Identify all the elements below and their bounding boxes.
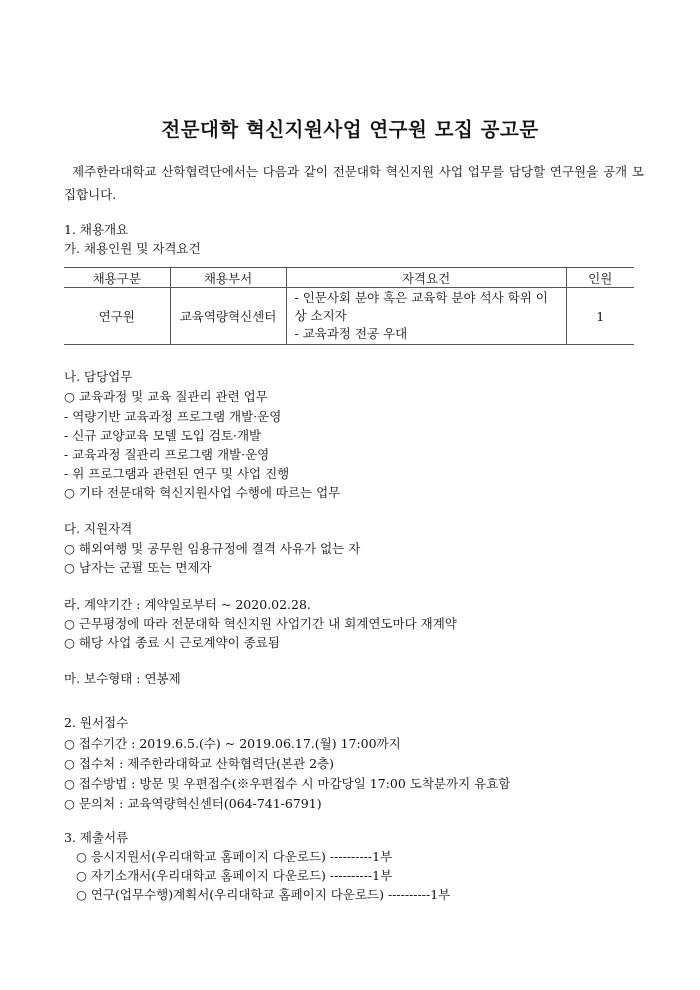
qualification-item: - 인문사회 분야 혹은 교육학 분야 석사 학위 이 상 소지자: [294, 290, 548, 323]
list-item: - 역량기반 교육과정 프로그램 개발·운영: [64, 409, 282, 424]
section-heading-documents: 3. 제출서류: [64, 830, 129, 845]
list-item: ○ 접수처 : 제주한라대학교 산학협력단(본관 2층): [64, 756, 335, 771]
table-header-cell: 채용부서: [170, 268, 286, 288]
list-item: ○ 연구(업무수행)계획서(우리대학교 홈페이지 다운로드) ----------1부: [76, 887, 451, 902]
list-item: ○ 해외여행 및 공무원 임용규정에 결격 사유가 없는 자: [64, 541, 361, 556]
section-heading-application: 2. 원서접수: [64, 715, 129, 730]
list-item: - 위 프로그램과 관련된 연구 및 사업 진행: [64, 466, 290, 481]
intro-paragraph: 제주한라대학교 산학협력단에서는 다음과 같이 전문대학 혁신지원 사업 업무를 담당할 연구원을 공개 모집합니다.: [64, 164, 644, 202]
list-item: - 신규 교양교육 모델 도입 검토·개발: [64, 428, 262, 443]
cell-headcount: 1: [566, 288, 634, 345]
list-item: ○ 해당 사업 종료 시 근로계약이 종료됨: [64, 635, 280, 650]
table-header-cell: 채용구분: [64, 268, 170, 288]
requirements-table: [64, 267, 634, 345]
cell-department: 교육역량혁신센터: [170, 288, 286, 345]
subheading-contract-period: 라. 계약기간 : 계약일로부터 ~ 2020.02.28.: [64, 597, 311, 612]
subheading-eligibility: 다. 지원자격: [64, 521, 133, 536]
table-header-row: [64, 268, 634, 288]
section-heading-recruitment-overview: 1. 채용개요: [64, 222, 129, 237]
cell-qualifications: [286, 288, 566, 345]
list-item: - 교육과정 질관리 프로그램 개발·운영: [64, 447, 270, 462]
table-row: [64, 288, 634, 345]
subheading-positions-and-requirements: 가. 채용인원 및 자격요건: [64, 241, 201, 256]
list-item: ○ 접수방법 : 방문 및 우편접수(※우편접수 시 마감당일 17:00 도착분까지 유효함: [64, 776, 511, 791]
list-item: ○ 근무평정에 따라 전문대학 혁신지원 사업기간 내 회계연도마다 재계약: [64, 616, 457, 631]
document-title: 전문대학 혁신지원사업 연구원 모집 공고문: [161, 118, 539, 141]
list-item: ○ 기타 전문대학 혁신지원사업 수행에 따르는 업무: [64, 485, 341, 500]
subheading-duties: 나. 담당업무: [64, 369, 133, 384]
subheading-pay-type: 마. 보수형태 : 연봉제: [64, 671, 181, 686]
list-item: ○ 응시지원서(우리대학교 홈페이지 다운로드) ----------1부: [76, 849, 393, 864]
cell-category: 연구원: [64, 288, 170, 345]
list-item: ○ 문의처 : 교육역량혁신센터(064-741-6791): [64, 796, 322, 811]
list-item: ○ 교육과정 및 교육 질관리 관련 업무: [64, 389, 268, 404]
list-item: ○ 남자는 군필 또는 면제자: [64, 560, 212, 575]
list-item: ○ 접수기간 : 2019.6.5.(수) ~ 2019.06.17.(월) 17:00까지: [64, 736, 401, 751]
table-header-cell: 인원: [566, 268, 634, 288]
table-header-cell: 자격요건: [286, 268, 566, 288]
qualification-item: - 교육과정 전공 우대: [294, 326, 408, 341]
list-item: ○ 자기소개서(우리대학교 홈페이지 다운로드) ----------1부: [76, 868, 393, 883]
